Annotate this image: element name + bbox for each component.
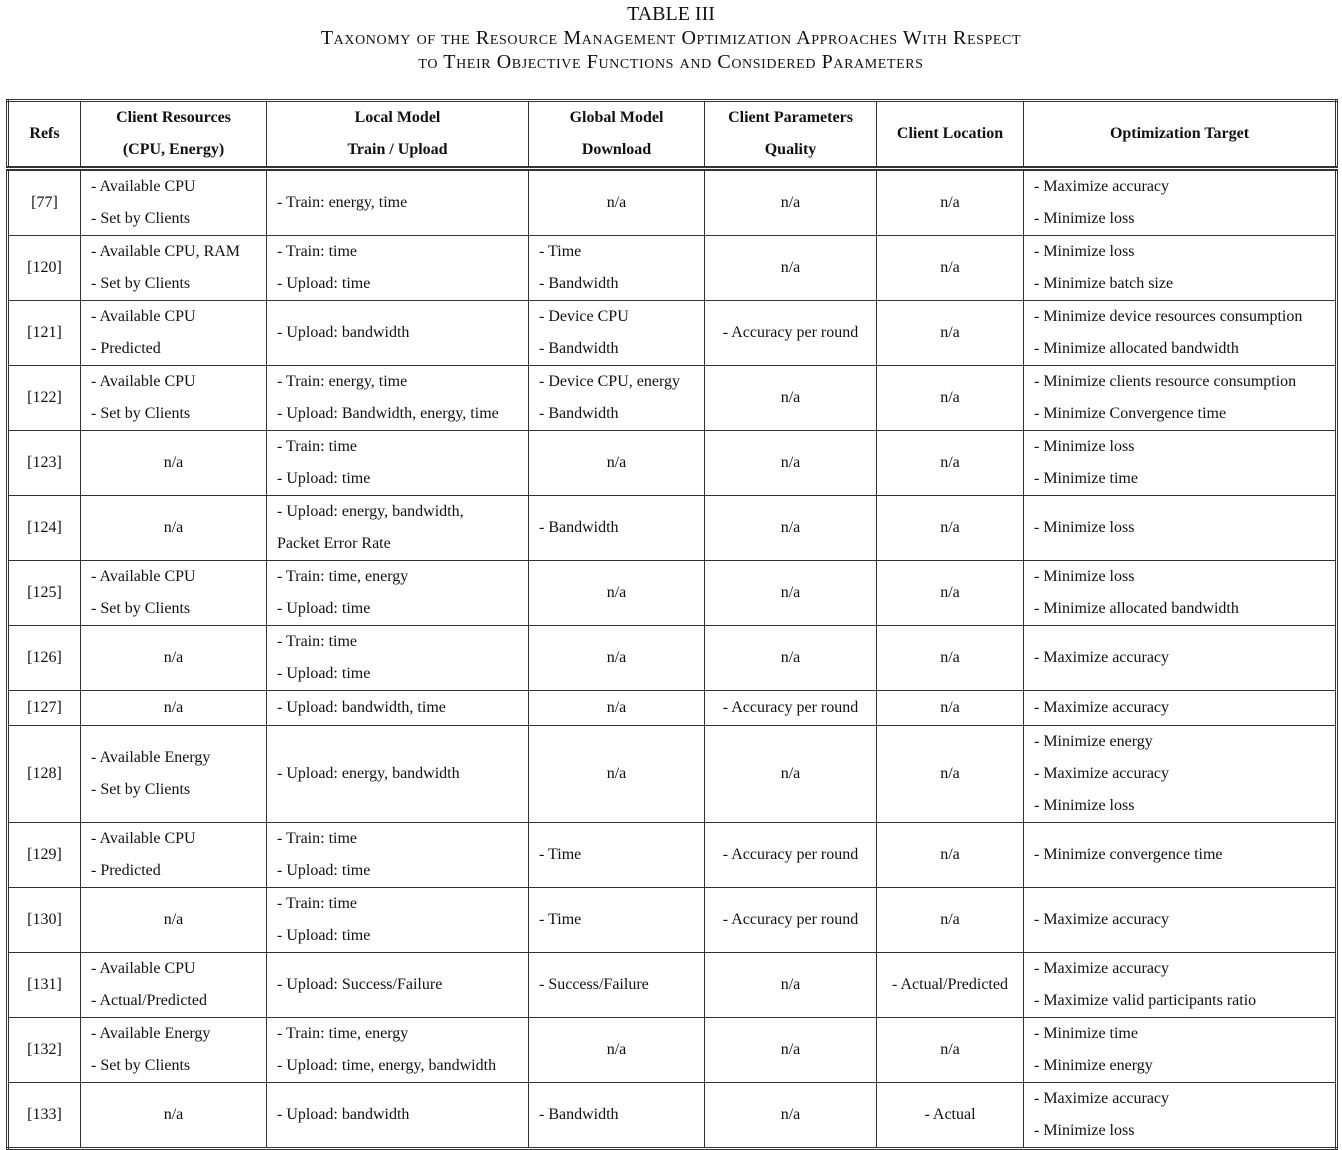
cell-refs: [123] <box>8 431 81 496</box>
cell-item: - Actual/Predicted <box>892 976 1008 993</box>
cell-item: - Upload: energy, bandwidth <box>277 765 460 782</box>
cell-local-model <box>267 626 529 691</box>
cell-client-parameters: n/a <box>705 236 877 301</box>
cell-refs: [77] <box>8 169 81 236</box>
cell-optimization-target <box>1024 626 1337 691</box>
cell-item: - Upload: time <box>277 862 371 879</box>
cell-item: - Set by Clients <box>91 600 191 617</box>
table-row <box>8 496 1337 561</box>
cell-client-location: n/a <box>877 691 1024 726</box>
cell-client-parameters: n/a <box>705 496 877 561</box>
cell-global-model <box>529 301 705 366</box>
cell-refs: [127] <box>8 691 81 726</box>
cell-optimization-target <box>1024 561 1337 626</box>
cell-item: - Upload: bandwidth <box>277 1106 410 1123</box>
cell-item: - Upload: bandwidth <box>277 324 410 341</box>
cell-item: - Minimize loss <box>1034 1122 1135 1139</box>
cell-client-location: n/a <box>877 431 1024 496</box>
cell-refs: [121] <box>8 301 81 366</box>
cell-refs: [132] <box>8 1018 81 1083</box>
cell-item: - Upload: time <box>277 665 371 682</box>
cell-local-model <box>267 726 529 823</box>
table-row <box>8 301 1337 366</box>
cell-item: - Maximize accuracy <box>1034 1090 1170 1107</box>
cell-item: - Maximize accuracy <box>1034 960 1170 977</box>
header-text: (CPU, Energy) <box>122 141 225 158</box>
table-title-line-2: to Their Objective Functions and Considered Parameters <box>418 51 924 73</box>
cell-optimization-target <box>1024 366 1337 431</box>
cell-global-model: n/a <box>529 726 705 823</box>
cell-item: - Set by Clients <box>91 781 191 798</box>
cell-client-resources <box>81 236 267 301</box>
cell-optimization-target <box>1024 431 1337 496</box>
cell-client-parameters: n/a <box>705 953 877 1018</box>
cell-item: - Minimize allocated bandwidth <box>1034 340 1239 357</box>
cell-optimization-target <box>1024 236 1337 301</box>
cell-local-model <box>267 691 529 726</box>
table-row <box>8 726 1337 823</box>
cell-item: - Minimize loss <box>1034 210 1135 227</box>
cell-client-location: n/a <box>877 626 1024 691</box>
cell-refs: [122] <box>8 366 81 431</box>
table-row <box>8 561 1337 626</box>
cell-refs: [124] <box>8 496 81 561</box>
cell-client-resources: n/a <box>81 496 267 561</box>
cell-client-location: n/a <box>877 496 1024 561</box>
cell-item: - Train: time <box>277 243 358 260</box>
header-client-resources <box>81 101 267 169</box>
cell-optimization-target <box>1024 691 1337 726</box>
cell-item: - Predicted <box>91 340 161 357</box>
cell-refs: [133] <box>8 1083 81 1149</box>
cell-item: - Upload: time <box>277 927 371 944</box>
cell-global-model <box>529 366 705 431</box>
cell-refs: [131] <box>8 953 81 1018</box>
cell-item: - Available Energy <box>91 1025 211 1042</box>
cell-global-model: n/a <box>529 626 705 691</box>
header-text: Client Parameters <box>728 109 853 126</box>
cell-item: - Set by Clients <box>91 210 191 227</box>
cell-optimization-target <box>1024 301 1337 366</box>
header-text: Train / Upload <box>347 141 448 158</box>
taxonomy-table <box>6 99 1338 1150</box>
cell-item: - Minimize allocated bandwidth <box>1034 600 1239 617</box>
cell-item: Packet Error Rate <box>277 535 391 552</box>
cell-item: - Minimize Convergence time <box>1034 405 1227 422</box>
cell-item: - Time <box>539 243 582 260</box>
cell-client-location <box>877 953 1024 1018</box>
cell-client-resources: n/a <box>81 691 267 726</box>
cell-item: - Accuracy per round <box>722 846 859 863</box>
cell-item: - Upload: energy, bandwidth, <box>277 503 464 520</box>
cell-client-resources <box>81 953 267 1018</box>
cell-refs: [129] <box>8 823 81 888</box>
cell-global-model <box>529 953 705 1018</box>
cell-global-model <box>529 888 705 953</box>
cell-item: - Set by Clients <box>91 275 191 292</box>
cell-client-location: n/a <box>877 726 1024 823</box>
cell-item: - Available CPU <box>91 830 196 847</box>
cell-item: - Available CPU <box>91 308 196 325</box>
cell-item: - Minimize loss <box>1034 568 1135 585</box>
cell-client-parameters: n/a <box>705 561 877 626</box>
cell-global-model <box>529 823 705 888</box>
cell-client-resources <box>81 726 267 823</box>
table-row <box>8 431 1337 496</box>
cell-client-parameters: n/a <box>705 169 877 236</box>
cell-item: - Device CPU, energy <box>539 373 680 390</box>
table-row <box>8 169 1337 236</box>
cell-local-model <box>267 496 529 561</box>
cell-client-resources <box>81 366 267 431</box>
table-row <box>8 366 1337 431</box>
cell-item: - Actual <box>924 1106 976 1123</box>
header-row <box>8 101 1337 169</box>
cell-client-parameters <box>705 301 877 366</box>
header-global-model <box>529 101 705 169</box>
cell-item: - Accuracy per round <box>722 911 859 928</box>
cell-optimization-target <box>1024 496 1337 561</box>
header-refs <box>8 101 81 169</box>
cell-optimization-target <box>1024 1018 1337 1083</box>
cell-global-model <box>529 496 705 561</box>
cell-global-model: n/a <box>529 561 705 626</box>
cell-optimization-target <box>1024 953 1337 1018</box>
cell-item: - Minimize energy <box>1034 1057 1153 1074</box>
cell-item: - Upload: Bandwidth, energy, time <box>277 405 499 422</box>
cell-item: - Available Energy <box>91 749 211 766</box>
header-local-model <box>267 101 529 169</box>
cell-item: - Upload: bandwidth, time <box>277 699 446 716</box>
table-title-line-1: Taxonomy of the Resource Management Optimization Approaches With Respect <box>320 27 1022 49</box>
cell-refs: [130] <box>8 888 81 953</box>
cell-global-model: n/a <box>529 169 705 236</box>
header-client-location <box>877 101 1024 169</box>
table-row <box>8 953 1337 1018</box>
header-text: Download <box>581 141 652 158</box>
header-client-parameters <box>705 101 877 169</box>
cell-item: - Maximize valid participants ratio <box>1034 992 1257 1009</box>
cell-item: - Minimize clients resource consumption <box>1034 373 1297 390</box>
header-optimization-target <box>1024 101 1337 169</box>
header-text: Global Model <box>569 109 664 126</box>
cell-item: - Maximize accuracy <box>1034 911 1170 928</box>
cell-local-model <box>267 823 529 888</box>
cell-item: - Minimize loss <box>1034 438 1135 455</box>
cell-client-location: n/a <box>877 301 1024 366</box>
header-text: Client Location <box>896 125 1004 142</box>
cell-item: - Bandwidth <box>539 519 619 536</box>
cell-client-resources: n/a <box>81 1083 267 1149</box>
cell-local-model <box>267 888 529 953</box>
cell-item: - Accuracy per round <box>722 324 859 341</box>
cell-client-parameters: n/a <box>705 366 877 431</box>
header-text: Quality <box>764 141 817 158</box>
cell-client-resources <box>81 169 267 236</box>
table-caption <box>0 2 1342 74</box>
cell-client-parameters <box>705 691 877 726</box>
cell-optimization-target <box>1024 888 1337 953</box>
cell-optimization-target <box>1024 169 1337 236</box>
cell-item: - Minimize energy <box>1034 733 1153 750</box>
table-row <box>8 626 1337 691</box>
cell-client-parameters: n/a <box>705 1018 877 1083</box>
cell-item: - Bandwidth <box>539 340 619 357</box>
cell-client-resources <box>81 301 267 366</box>
cell-client-location: n/a <box>877 823 1024 888</box>
cell-client-parameters: n/a <box>705 626 877 691</box>
cell-client-resources: n/a <box>81 888 267 953</box>
cell-item: - Maximize accuracy <box>1034 178 1170 195</box>
table-row <box>8 236 1337 301</box>
cell-optimization-target <box>1024 726 1337 823</box>
cell-client-resources <box>81 1018 267 1083</box>
cell-local-model <box>267 561 529 626</box>
cell-item: - Bandwidth <box>539 1106 619 1123</box>
cell-item: - Set by Clients <box>91 405 191 422</box>
cell-item: - Predicted <box>91 862 161 879</box>
cell-item: - Train: energy, time <box>277 373 408 390</box>
cell-local-model <box>267 301 529 366</box>
cell-item: - Bandwidth <box>539 405 619 422</box>
cell-global-model: n/a <box>529 1018 705 1083</box>
cell-item: - Train: time, energy <box>277 568 409 585</box>
cell-item: - Upload: time <box>277 275 371 292</box>
cell-item: - Maximize accuracy <box>1034 765 1170 782</box>
cell-item: - Minimize loss <box>1034 519 1135 536</box>
cell-refs: [126] <box>8 626 81 691</box>
cell-client-location: n/a <box>877 888 1024 953</box>
cell-client-parameters: n/a <box>705 1083 877 1149</box>
cell-item: - Minimize loss <box>1034 243 1135 260</box>
cell-item: - Upload: time <box>277 470 371 487</box>
cell-item: - Time <box>539 846 582 863</box>
cell-item: - Actual/Predicted <box>91 992 207 1009</box>
table-label: TABLE III <box>627 3 715 25</box>
cell-global-model: n/a <box>529 431 705 496</box>
cell-client-location: n/a <box>877 169 1024 236</box>
cell-item: - Minimize time <box>1034 1025 1138 1042</box>
cell-optimization-target <box>1024 823 1337 888</box>
header-text: Optimization Target <box>1109 125 1250 142</box>
cell-item: - Accuracy per round <box>722 699 859 716</box>
cell-item: - Success/Failure <box>539 976 649 993</box>
cell-item: - Time <box>539 911 582 928</box>
cell-local-model <box>267 366 529 431</box>
cell-local-model <box>267 953 529 1018</box>
cell-client-parameters: n/a <box>705 431 877 496</box>
cell-item: - Train: time <box>277 830 358 847</box>
cell-local-model <box>267 431 529 496</box>
cell-item: - Bandwidth <box>539 275 619 292</box>
table-row <box>8 823 1337 888</box>
cell-client-location: n/a <box>877 366 1024 431</box>
cell-item: - Upload: time, energy, bandwidth <box>277 1057 497 1074</box>
cell-item: - Train: time, energy <box>277 1025 409 1042</box>
cell-client-resources: n/a <box>81 626 267 691</box>
cell-item: - Train: time <box>277 633 358 650</box>
cell-local-model <box>267 169 529 236</box>
cell-item: - Minimize batch size <box>1034 275 1174 292</box>
cell-item: - Upload: Success/Failure <box>277 976 443 993</box>
cell-item: - Minimize convergence time <box>1034 846 1223 863</box>
cell-client-location: n/a <box>877 561 1024 626</box>
table-row <box>8 691 1337 726</box>
cell-client-resources <box>81 823 267 888</box>
cell-item: - Device CPU <box>539 308 629 325</box>
header-text: Refs <box>29 125 60 142</box>
header-text: Client Resources <box>116 109 231 126</box>
cell-local-model <box>267 1018 529 1083</box>
cell-item: - Minimize time <box>1034 470 1138 487</box>
cell-item: - Upload: time <box>277 600 371 617</box>
cell-refs: [125] <box>8 561 81 626</box>
cell-global-model <box>529 236 705 301</box>
cell-item: - Available CPU <box>91 960 196 977</box>
cell-item: - Maximize accuracy <box>1034 649 1170 666</box>
cell-item: - Minimize loss <box>1034 797 1135 814</box>
cell-refs: [128] <box>8 726 81 823</box>
cell-item: - Train: time <box>277 895 358 912</box>
cell-item: - Train: energy, time <box>277 194 408 211</box>
cell-client-location: n/a <box>877 236 1024 301</box>
cell-item: - Train: time <box>277 438 358 455</box>
table-row <box>8 888 1337 953</box>
cell-item: - Maximize accuracy <box>1034 699 1170 716</box>
cell-item: - Available CPU <box>91 178 196 195</box>
cell-local-model <box>267 236 529 301</box>
cell-item: - Available CPU <box>91 568 196 585</box>
cell-item: - Minimize device resources consumption <box>1034 308 1303 325</box>
cell-client-resources <box>81 561 267 626</box>
cell-client-resources: n/a <box>81 431 267 496</box>
cell-item: - Available CPU <box>91 373 196 390</box>
cell-client-parameters: n/a <box>705 726 877 823</box>
table-row <box>8 1018 1337 1083</box>
cell-client-location: n/a <box>877 1018 1024 1083</box>
cell-global-model: n/a <box>529 691 705 726</box>
cell-refs: [120] <box>8 236 81 301</box>
cell-item: - Set by Clients <box>91 1057 191 1074</box>
cell-client-parameters <box>705 888 877 953</box>
cell-item: - Available CPU, RAM <box>91 243 241 260</box>
header-text: Local Model <box>354 109 441 126</box>
cell-client-parameters <box>705 823 877 888</box>
